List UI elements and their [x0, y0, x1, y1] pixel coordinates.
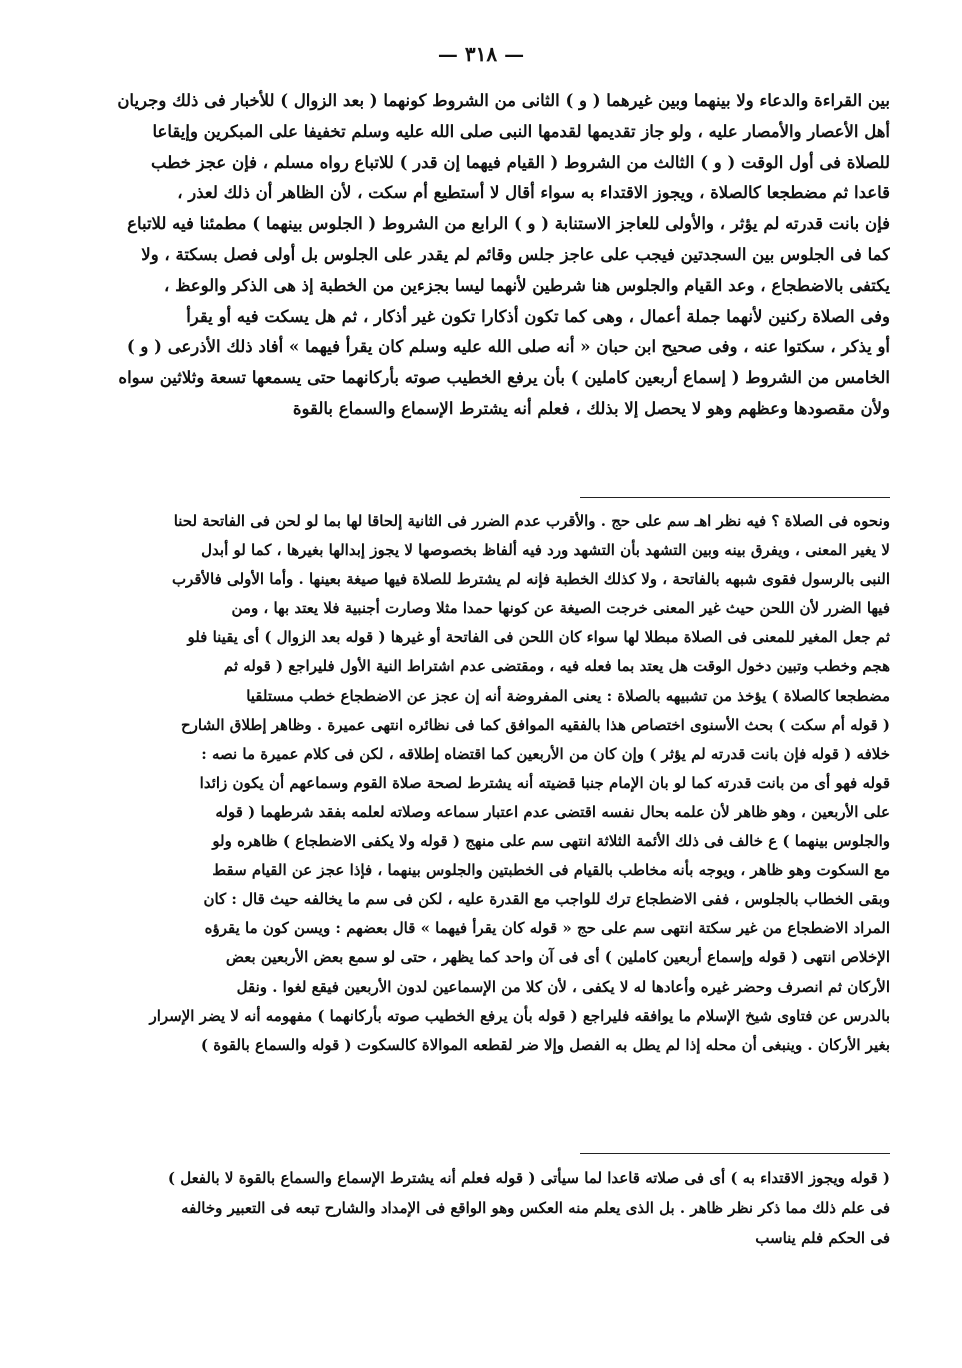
commentary-line: بغير الأركان . وينبغى أن محله إذا لم يطل به الفصل وإلا ضر لقطعه الموالاة كالسكوت ( قوله والسماع بالقوة ): [200, 1035, 890, 1054]
main-text-line: أهل الأعصار والأمصار عليه ، ولو جاز تقديمها لقدمها النبى صلى الله عليه وسلم تخفيفا على المبكرين وإيقاعا: [152, 121, 890, 141]
footnote-line: فى الحكم فلم يناسب: [755, 1229, 890, 1247]
commentary-line: مضطجعا كالصلاة ) يؤخذ من تشبيهه بالصلاة : يعنى المفروضة أنه إن عجز عن الاضطجاع خطب مستلقيا: [246, 686, 890, 705]
main-text-line: ولأن مقصودها وعظهم وهو لا يحصل إلا بذلك ، فعلم أنه يشترط الإسماع والسماع بالقوة: [292, 398, 890, 418]
commentary-line: وبقى الخطاب بالجلوس ، ففى الاضطجاع ترك للواجب مع القدرة عليه ، لكن فى سم ما يخالفه حيث قال : كان: [203, 890, 890, 909]
commentary-line: ثم جعل المغير للمعنى فى الصلاة مبطلا لها سواء كان اللحن فى الفاتحة أو غيرها ( قوله بعد الزوال ) أى يقينا فلو: [187, 628, 890, 647]
commentary-text: [86, 507, 890, 1060]
footnote-line: ( قوله ويجوز الاقتداء به ) أى فى صلاته قاعدا لما سيأتى ( قوله فعلم أنه يشترط الإسماع والسماع بالقوة لا بالفعل ): [167, 1169, 890, 1187]
main-text-line: فإن بانت قدرته لم يؤثر ، والأولى للعاجز الاستنابة ( و ) الرابع من الشروط ( الجلوس بينهما ) مطمئنا فيه للاتباع: [127, 214, 890, 234]
commentary-line: الإخلاص انتهى ( قوله وإسماع أربعين كاملين ) أى فى آن واحد كما يظهر ، حتى لو سمع بعض الأربعين بعض: [225, 948, 890, 967]
main-text-line: يكتفى بالاضطجاع ، وعد القيام والجلوس هنا شرطين لأنهما ليسا بجزءين من الخطبة إذ هى الذكر والوعظ ،: [164, 275, 890, 295]
main-text-line: أو يذكر ، سكتوا عنه ، وفى صحيح ابن حبان « أنه صلى الله عليه وسلم كان يقرأ فيهما » أفاد ذلك الأذرعى ( و ): [126, 337, 890, 357]
commentary-line: خلافه ( قوله فإن بانت قدرته لم يؤثر ) وإن كان من الأربعين كما اقتضاه إطلاقه ، لكن فى كلام عميرة ما نصه :: [201, 744, 890, 763]
main-text: [86, 86, 890, 425]
commentary-line: ونحوه فى الصلاة ؟ فيه نظر اهـ سم على حج . والأقرب عدم الضرر فى الثانية إلحاقا لها بما لو لحن فى الفاتحة لحنا: [173, 512, 890, 530]
commentary-line: المراد الاضطجاع من غير سكتة انتهى سم على حج « قوله كان يقرأ فيهما » قال بعضهم : ويسن كون ما يقرؤه: [204, 919, 890, 938]
footnote-line: فى علم ذلك مما ذكر نظر ظاهر . بل الذى يعلم منه العكس وهو الواقع فى الإمداد والشارح تبعه فى التعبير وخالفه: [181, 1199, 890, 1217]
commentary-line: والجلوس بينهما ) ع خالف فى ذلك الأئمة الثلاثة انتهى سم على منهج ( قوله ولا يكفى الاضطجاع ) ظاهره ولو: [212, 832, 890, 851]
footnote-text: [86, 1163, 890, 1253]
commentary-line: ( قوله أم سكت ) بحث الأسنوى اختصاص هذا بالفقيه الموافق كما فى نظائره انتهى عميرة . وظاهر إطلاق الشارح: [180, 715, 890, 734]
main-text-line: بين القراءة والدعاء ولا بينهما وبين غيرهما ( و ) الثانى من الشروط كونهما ( بعد الزوال ) للأخبار فى ذلك وجريان: [117, 91, 890, 110]
commentary-line: لا يغير المعنى ، ويفرق بينه وبين التشهد بأن التشهد ورد فيه ألفاظ بخصوصها لا يجوز إبدالها بغيرها ، كما لو أبدل: [201, 541, 890, 560]
commentary-line: بالدرس عن فتاوى شيخ الإسلام ما يوافقه فليراجع ( قوله بأن يرفع الخطيب صوته بأركانهما ) مفهومه أنه لا يضر الإسرار: [149, 1006, 890, 1025]
commentary-line: مع السكوت وهو ظاهر ، ويوجه بأنه مخاطب بالقيام فى الخطبتين والجلوس بينهما ، فإذا عجز عن القيام سقط: [212, 861, 890, 880]
page-number: — ٣١٨ —: [437, 42, 525, 66]
main-text-line: كما فى الجلوس بين السجدتين فيجب على عاجز جلس وقائم لم يقدر على الجلوس بل أولى فصل بسكتة ، ولا: [141, 244, 890, 264]
footnote-divider: [580, 1153, 890, 1154]
main-text-line: قاعدا ثم مضطجعا كالصلاة ، ويجوز الاقتداء به سواء أقال لا أستطيع أم سكت ، لأن الظاهر أن ذلك لعذر ،: [177, 183, 890, 203]
main-text-line: الخامس من الشروط ( إسماع أربعين كاملين ) بأن يرفع الخطيب صوته بأركانهما حتى يسمعها تسعة وثلاثين سواه: [118, 368, 890, 388]
commentary-line: على الأربعين ، وهو ظاهر لأن علمه بحال نفسه اقتضى عدم اعتبار سماعه وصلاته لعلمه بفقد شرطهما ( قوله: [215, 802, 890, 821]
commentary-line: فيها الضرر لأن اللحن حيث غير المعنى خرجت الصيغة عن كونها حمدا مثلا وصارت أجنبية فلا يعتد بها ، ومن: [231, 599, 890, 618]
commentary-line: قوله فهو أى من بانت قدرته كما لو بان الإمام جنبا قضيته أنه يشترط لصحة صلاة القوم وسماعهم أن يكون زائدا: [199, 773, 890, 792]
main-text-line: وفى الصلاة ركنين لأنهما جملة أعمال ، وهى كما تكون أذكارا تكون غير أذكار ، ثم هل يسكت فيه أو يقرأ: [186, 306, 890, 326]
commentary-line: الأركان ثم انصرف وحضر غيره وأعادها له لا يكفى ، لأن كلا من الإسماعين لدون الأربعين فيقع لغوا . ونقل: [236, 977, 890, 996]
footnote-divider: [580, 497, 890, 498]
commentary-line: هجم وخطب وتبين دخول الوقت هل يعتد بما فعله فيه ، ومقتضى عدم اشتراط النية الأول فليراجع ( قوله ثم: [223, 657, 890, 676]
commentary-line: النبى بالرسول فقوى شبهه بالفاتحة ، ولا كذلك الخطبة فإنه لم يشترط للصلاة فيها صيغة بعينها . وأما الأولى فالأقرب: [171, 570, 890, 589]
main-text-line: للصلاة فى أول الوقت ( و ) الثالث من الشروط ( القيام فيهما إن قدر ) للاتباع رواه مسلم ، فإن عجز خطب: [151, 152, 890, 172]
